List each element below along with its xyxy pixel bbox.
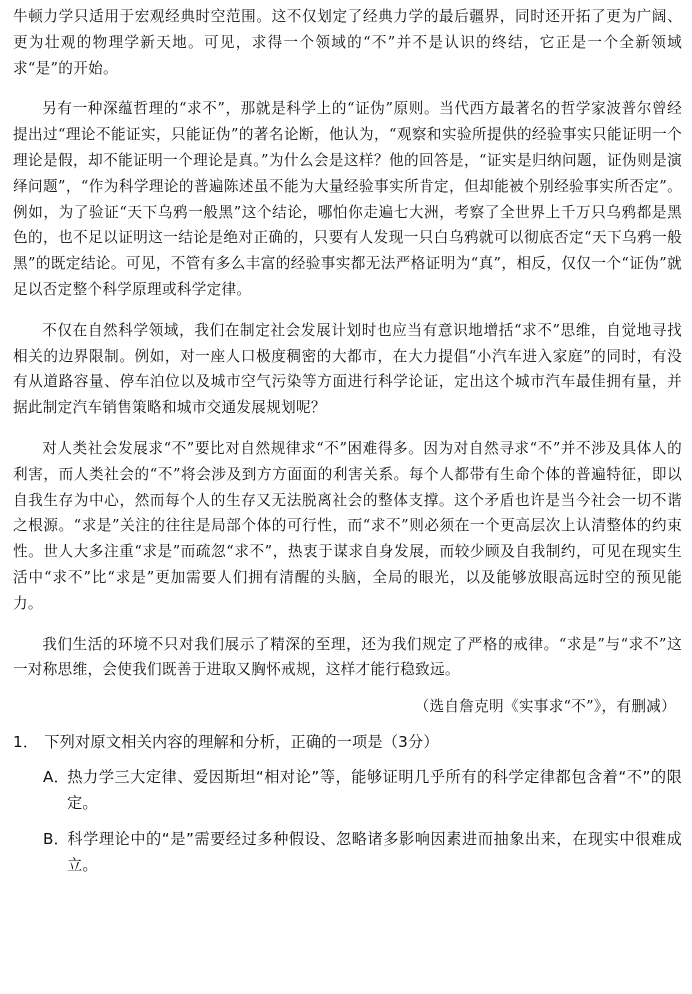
article-paragraph-3: 不仅在自然科学领域，我们在制定社会发展计划时也应当有意识地增括“求不”思维，自觉地寻找相关的边界限制。例如，对一座人口极度稠密的大都市，在大力提倡“小汽车进入家庭”的同时，有没有从道路容量、停车泊位以及城市空气污染等方面进行科学论证，定出这个城市汽车最佳拥有量，并据此制定汽车销售策略和城市交通发展规划呢？ <box>13 321 682 417</box>
option-letter: A． <box>43 768 69 787</box>
question-stem <box>13 729 682 755</box>
option-letter: B． <box>43 830 70 849</box>
question-text: 下列对原文相关内容的理解和分析，正确的一项是（3分） <box>44 733 439 752</box>
option-text: 科学理论中的“是”需要经过多种假设、忽略诸多影响因素进而抽象出来，在现实中很难成立。 <box>67 830 682 875</box>
article-paragraph-2: 另有一种深蕴哲理的“求不”，那就是科学上的“证伪”原则。当代西方最著名的哲学家波普尔曾经提出过“理论不能证实，只能证伪”的著名论断，他认为，“观察和实验所提供的经验事实只能证明一个理论是假，却不能证明一个理论是真。”为什么会是这样？他的回答是，“证实是归纳问题，证伪则是演绎问题”，“作为科学理论的普遍陈述虽不能为大量经验事实所肯定，但却能被个别经验事实所否定”。例如，为了验证“天下乌鸦一般黑”这个结论，哪怕你走遍七大洲，考察了全世界上千万只乌鸦都是黑色的，也不足以证明这一结论是绝对正确的，只要有人发现一只白乌鸦就可以彻底否定“天下乌鸦一般黑”的既定结论。可见，不管有多么丰富的经验事实都无法严格证明为“真”，相反，仅仅一个“证伪”就足以否定整个科学原理或科学定律。 <box>13 100 682 298</box>
question-block <box>13 729 682 878</box>
option-a[interactable] <box>13 764 682 816</box>
question-number: 1． <box>13 733 39 752</box>
article-paragraph-4: 对人类社会发展求“不”要比对自然规律求“不”困难得多。因为对自然寻求“不”并不涉及具体人的利害，而人类社会的“不”将会涉及到方方面面的利害关系。每个人都带有生命个体的普遍特征，即以自我生存为中心，然而每个人的生存又无法脱离社会的整体支撑。这个矛盾也许是当今社会一切不谐之根源。“求是”关注的往往是局部个体的可行性，而“求不”则必须在一个更高层次上认清整体的约束性。世人大多注重“求是”而疏忽“求不”，热衷于谋求自身发展，而较少顾及自我制约，可见在现实生活中“求不”比“求是”更加需要人们拥有清醒的头脑，全局的眼光，以及能够放眼高远时空的预见能力。 <box>13 439 682 612</box>
article-paragraph-1: 牛顿力学只适用于宏观经典时空范围。这不仅划定了经典力学的最后疆界，同时还开拓了更为广阔、更为壮观的物理学新天地。可见，求得一个领域的“不”并不是认识的终结，它正是一个全新领域求“是”的开始。 <box>13 8 682 77</box>
article-source: （选自詹克明《实事求“不”》，有删减） <box>414 698 676 716</box>
option-b[interactable] <box>13 826 682 878</box>
article-body <box>13 4 682 719</box>
option-text: 热力学三大定律、爱因斯坦“相对论”等，能够证明几乎所有的科学定律都包含着“不”的限定。 <box>67 768 682 813</box>
article-paragraph-5: 我们生活的环境不只对我们展示了精深的至理，还为我们规定了严格的戒律。“求是”与“求不”这一对称思维，会使我们既善于进取又胸怀戒规，这样才能行稳致远。 <box>13 635 682 679</box>
